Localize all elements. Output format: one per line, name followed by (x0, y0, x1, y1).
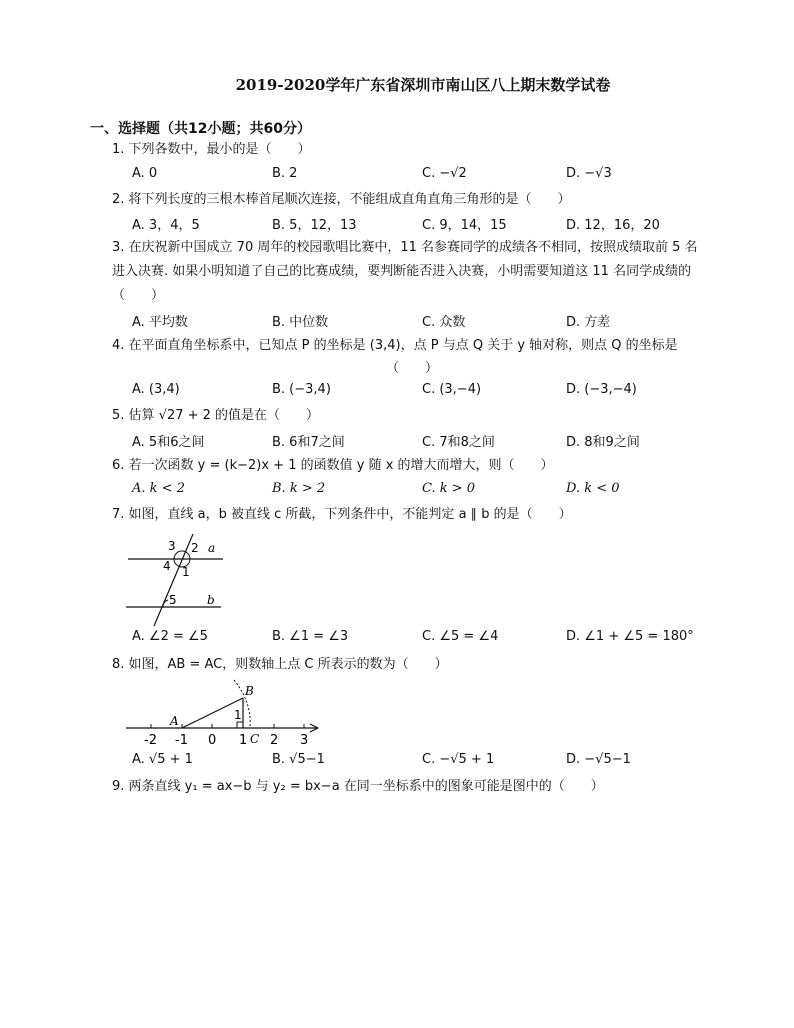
q7-option-b[interactable]: B. ∠1 = ∠3 (272, 629, 349, 644)
exam-title: 2019-2020学年广东省深圳市南山区八上期末数学试卷 (235, 76, 611, 94)
q6-option-b[interactable]: B. k > 2 (272, 481, 326, 496)
q5-option-b[interactable]: B. 6和7之间 (272, 435, 345, 450)
q7-option-d[interactable]: D. ∠1 + ∠5 = 180° (566, 629, 694, 644)
question-6-stem: 6. 若一次函数 y = (k−2)x + 1 的函数值 y 随 x 的增大而增大，则（ ） (112, 458, 554, 473)
tick-label: -2 (144, 733, 157, 748)
q2-option-c[interactable]: C. 9，14，15 (422, 218, 507, 233)
q2-option-d[interactable]: D. 12，16，20 (566, 218, 660, 233)
angle-arc-5 (163, 600, 168, 607)
q2-option-b[interactable]: B. 5，12，13 (272, 218, 357, 233)
q7-option-a[interactable]: A. ∠2 = ∠5 (132, 629, 208, 644)
line-label-a: a (208, 541, 216, 555)
q6-option-a[interactable]: A. k < 2 (132, 481, 185, 496)
figure-8-number-line (120, 676, 330, 754)
point-label-a: A (170, 714, 179, 728)
angle-label-2: 2 (191, 541, 199, 555)
tick-label: 2 (270, 733, 279, 748)
question-9-stem: 9. 两条直线 y₁ = ax−b 与 y₂ = bx−a 在同一坐标系中的图象可能是图中的（ ） (112, 779, 604, 794)
q2-option-a[interactable]: A. 3，4，5 (132, 218, 200, 233)
q1-option-a[interactable]: A. 0 (132, 166, 158, 181)
q3-option-d[interactable]: D. 方差 (566, 315, 611, 330)
q6-option-c[interactable]: C. k > 0 (422, 481, 476, 496)
question-1-stem: 1. 下列各数中，最小的是（ ） (112, 142, 311, 157)
q8-option-c[interactable]: C. −√5 + 1 (422, 752, 495, 767)
q5-option-c[interactable]: C. 7和8之间 (422, 435, 495, 450)
q4-option-b[interactable]: B. (−3,4) (272, 382, 331, 397)
line-label-b: b (207, 593, 215, 607)
tick-label: 0 (208, 733, 217, 748)
figure-7-parallel-lines (120, 530, 230, 630)
q8-option-b[interactable]: B. √5−1 (272, 752, 325, 767)
right-angle-mark (237, 722, 243, 728)
segment-length-label: 1 (234, 708, 242, 722)
angle-label-1: 1 (182, 565, 190, 579)
q3-option-a[interactable]: A. 平均数 (132, 315, 188, 330)
q8-option-a[interactable]: A. √5 + 1 (132, 752, 193, 767)
q1-option-c[interactable]: C. −√2 (422, 166, 467, 181)
q1-option-d[interactable]: D. −√3 (566, 166, 612, 181)
q3-option-b[interactable]: B. 中位数 (272, 315, 329, 330)
question-5-stem: 5. 估算 √27 + 2 的值是在（ ） (112, 408, 320, 423)
angle-label-3: 3 (168, 539, 176, 553)
q4-option-c[interactable]: C. (3,−4) (422, 382, 482, 397)
q3-option-c[interactable]: C. 众数 (422, 315, 466, 330)
tick-label: -1 (175, 733, 188, 748)
q1-option-b[interactable]: B. 2 (272, 166, 298, 181)
q7-option-c[interactable]: C. ∠5 = ∠4 (422, 629, 499, 644)
section-heading: 一、选择题（共12小题；共60分） (90, 121, 311, 137)
angle-label-4: 4 (163, 559, 171, 573)
point-label-c: C (250, 732, 260, 746)
q8-option-d[interactable]: D. −√5−1 (566, 752, 631, 767)
tick-label: 1 (239, 733, 248, 748)
point-label-b: B (245, 684, 254, 698)
tick-label: 3 (300, 733, 309, 748)
question-2-stem: 2. 将下列长度的三根木棒首尾顺次连接，不能组成直角直角三角形的是（ ） (112, 192, 571, 207)
question-8-stem: 8. 如图，AB = AC，则数轴上点 C 所表示的数为（ ） (112, 657, 448, 672)
angle-label-5: 5 (169, 593, 177, 607)
q4-option-d[interactable]: D. (−3,−4) (566, 382, 637, 397)
q6-option-d[interactable]: D. k < 0 (566, 481, 620, 496)
q4-option-a[interactable]: A. (3,4) (132, 382, 180, 397)
question-3-stem: 3. 在庆祝新中国成立 70 周年的校园歌唱比赛中，11 名参赛同学的成绩各不相同，按照成绩取前 5 名进入决赛. 如果小明知道了自己的比赛成绩，要判断能否进入决赛，小明需要知道这 11 名同学成绩的（ ） (112, 240, 698, 303)
question-4-bracket: （ ） (386, 361, 439, 376)
q5-option-d[interactable]: D. 8和9之间 (566, 435, 640, 450)
question-7-stem: 7. 如图，直线 a，b 被直线 c 所截，下列条件中，不能判定 a ∥ b 的是（ ） (112, 507, 572, 522)
question-4-stem: 4. 在平面直角坐标系中，已知点 P 的坐标是 (3,4)，点 P 与点 Q 关于 y 轴对称，则点 Q 的坐标是 (112, 338, 678, 353)
q5-option-a[interactable]: A. 5和6之间 (132, 435, 205, 450)
